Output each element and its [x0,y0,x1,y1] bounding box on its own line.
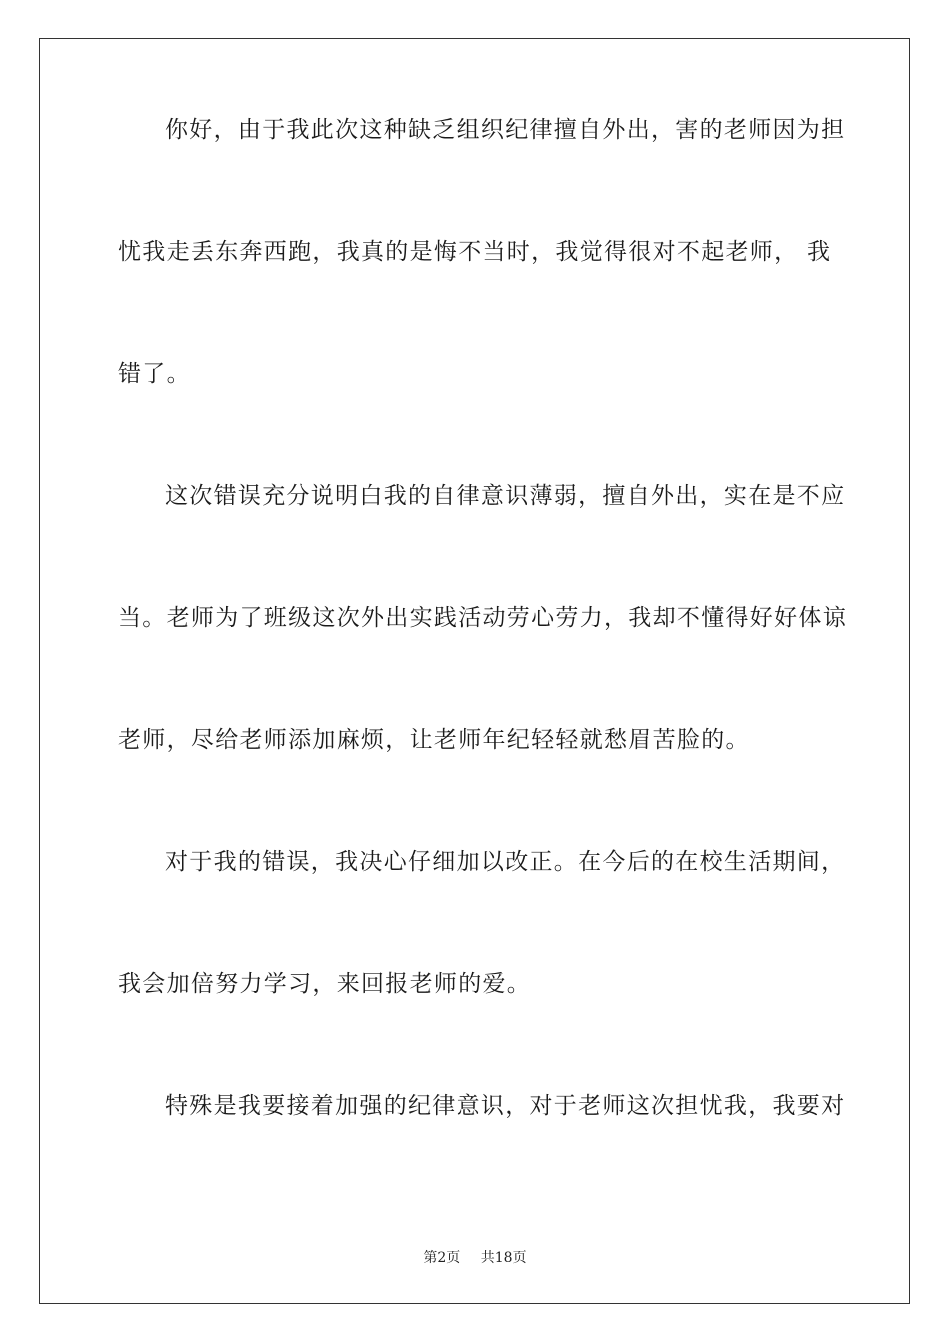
paragraph-2-line-2: 当。老师为了班级这次外出实践活动劳心劳力，我却不懂得好好体谅 [118,605,847,631]
paragraph-4-line-1: 特殊是我要接着加强的纪律意识，对于老师这次担忧我，我要对 [165,1093,846,1119]
page-total: 共18页 [480,1250,527,1266]
paragraph-1-line-3: 错了。 [118,361,191,387]
paragraph-3-line-1: 对于我的错误，我决心仔细加以改正。在今后的在校生活期间， [165,849,846,875]
document-body [118,100,847,1136]
paragraph-3-line-2: 我会加倍努力学习，来回报老师的爱。 [118,971,532,997]
page-footer [0,1247,950,1267]
page-number: 第2页 [423,1250,461,1266]
paragraph-1-line-1: 你好，由于我此次这种缺乏组织纪律擅自外出，害的老师因为担 [165,117,846,143]
paragraph-1-line-2: 忧我走丢东奔西跑，我真的是悔不当时，我觉得很对不起老师， 我 [118,239,832,265]
paragraph-2-line-3: 老师，尽给老师添加麻烦，让老师年纪轻轻就愁眉苦脸的。 [118,727,750,753]
paragraph-2-line-1: 这次错误充分说明白我的自律意识薄弱，擅自外出，实在是不应 [165,483,846,509]
